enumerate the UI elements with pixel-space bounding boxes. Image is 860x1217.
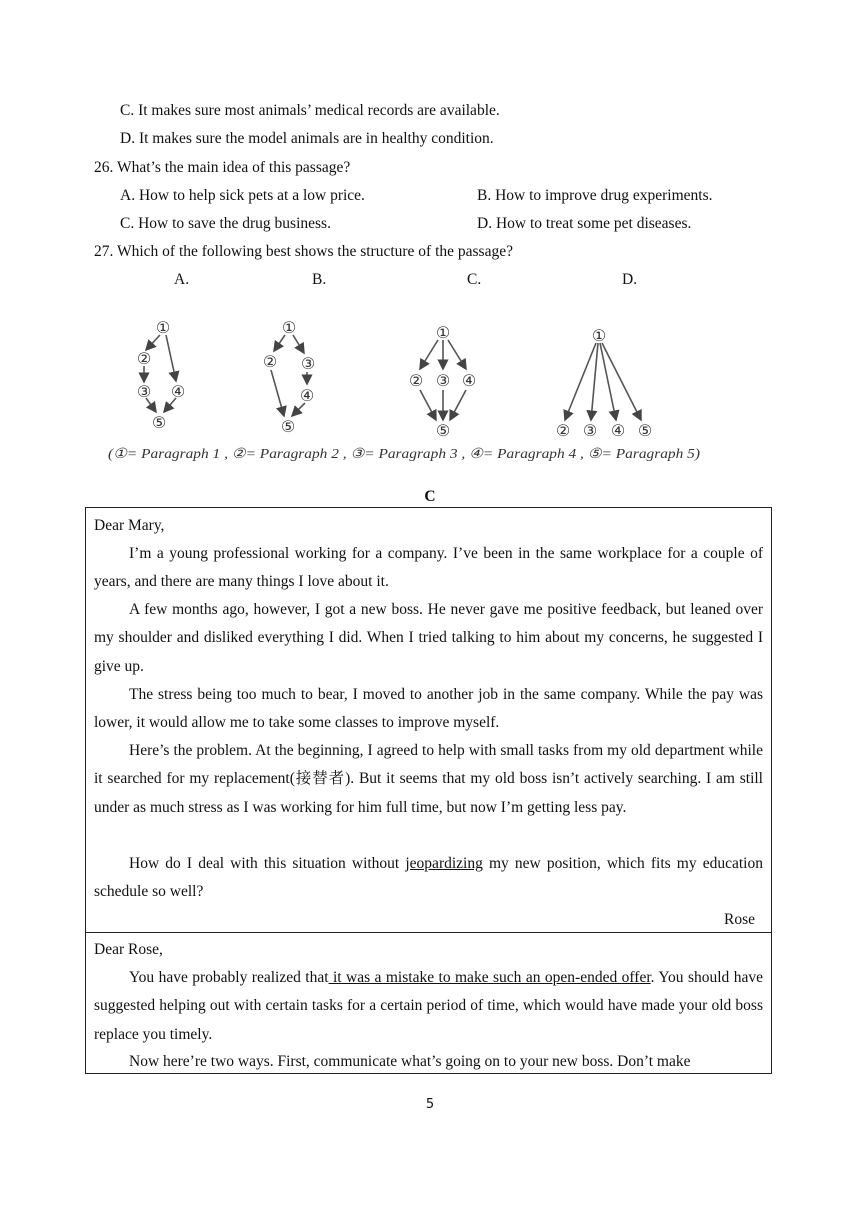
section-c-title: C — [424, 488, 436, 505]
diagram-b-arrow — [274, 335, 285, 351]
diagram-c-node-2: ② — [408, 371, 424, 390]
diagram-legend: (①= Paragraph 1 , ②= Paragraph 2 , ③= Paragraph 3 , ④= Paragraph 4 , ⑤= Paragraph 5) — [108, 447, 701, 462]
diagram-c-arrow — [448, 340, 466, 369]
jeopardizing-underlined: jeopardizing — [405, 855, 483, 872]
diagram-a-node-1: ① — [155, 318, 171, 337]
diagram-b-node-2: ② — [262, 352, 278, 371]
q27-label-b: B. — [312, 271, 327, 288]
diagram-d-node-3: ③ — [582, 421, 598, 440]
p5-after: my new position, which fits my education schedule so well? — [94, 855, 763, 901]
diagram-b-arrow — [293, 335, 304, 353]
q26-option-b: B. How to improve drug experiments. — [477, 187, 713, 204]
letter1-paragraph-4: Here’s the problem. At the beginning, I agreed to help with small tasks from my old department while it searched for my replacement(接替者). But it seems that my old boss isn’t actively searching. I am still under as much stress as I was working for him full time, but now I’m getting less pay. — [94, 742, 763, 816]
diagram-b-arrow — [271, 370, 284, 416]
diagram-a-node-4: ④ — [170, 382, 186, 401]
q27-stem: 27. Which of the following best shows the structure of the passage? — [94, 243, 513, 260]
diagram-b-node-3: ③ — [300, 354, 316, 373]
q26-option-c: C. How to save the drug business. — [120, 215, 331, 232]
q26-option-a: A. How to help sick pets at a low price. — [120, 187, 365, 204]
letter1-paragraph-2: A few months ago, however, I got a new boss. He never gave me positive feedback, but leaned over my shoulder and disliked everything I did. When I tried talking to him about my concerns, he suggested I give up. — [94, 601, 763, 675]
structure-diagrams-image — [108, 298, 708, 480]
diagram-a-node-2: ② — [136, 349, 152, 368]
diagram-d-node-4: ④ — [610, 421, 626, 440]
letter1-paragraph-5 — [94, 850, 763, 907]
diagram-c-arrow — [420, 390, 436, 420]
q27-label-d: D. — [622, 271, 638, 288]
diagram-a-node-5: ⑤ — [151, 413, 167, 432]
diagram-b-node-1: ① — [281, 318, 297, 337]
diagram-c-node-4: ④ — [461, 371, 477, 390]
letter1-paragraph-1: I’m a young professional working for a company. I’ve been in the same workplace for a couple of years, and there are many things I love about it. — [94, 545, 763, 591]
diagram-b-node-4: ④ — [299, 386, 315, 405]
open-ended-offer-underlined: it was a mistake to make such an open-ended offer — [328, 969, 651, 986]
diagram-a-arrow — [166, 335, 176, 381]
letter1-paragraph-3: The stress being too much to bear, I moved to another job in the same company. While the pay was lower, it would allow me to take some classes to improve myself. — [94, 686, 763, 732]
q27-label-a: A. — [174, 271, 190, 288]
letter-to-mary — [85, 507, 772, 933]
diagram-c-node-1: ① — [435, 323, 451, 342]
letter1-salutation: Dear Mary, — [94, 517, 165, 534]
diagram-b-node-5: ⑤ — [280, 417, 296, 436]
diagram-c-arrow — [420, 340, 438, 369]
diagram-d-node-5: ⑤ — [637, 421, 653, 440]
diagram-c-node-3: ③ — [435, 371, 451, 390]
q26-stem: 26. What’s the main idea of this passage? — [94, 159, 351, 176]
letter1-signature: Rose — [724, 911, 755, 928]
diagram-a-node-3: ③ — [136, 382, 152, 401]
q25-option-d: D. It makes sure the model animals are in healthy condition. — [120, 130, 494, 147]
q26-option-d: D. How to treat some pet diseases. — [477, 215, 692, 232]
diagram-d-node-1: ① — [591, 326, 607, 345]
l2p1-before: You have probably realized that — [129, 969, 329, 986]
diagram-a-arrow — [146, 335, 160, 350]
letter-to-rose — [85, 932, 772, 1074]
diagram-d-node-2: ② — [555, 421, 571, 440]
diagram-c-arrow — [450, 390, 466, 420]
q25-option-c: C. It makes sure most animals’ medical records are available. — [120, 102, 500, 119]
diagram-c-node-5: ⑤ — [435, 421, 451, 440]
l2p1-after: . You should have suggested helping out with certain tasks for a certain period of time, which would have made your old boss replace you timely. — [94, 969, 763, 1043]
p5-before: How do I deal with this situation without — [129, 855, 406, 872]
letter2-paragraph-2: Now here’re two ways. First, communicate what’s going on to your new boss. Don’t make — [129, 1053, 691, 1070]
letter2-salutation: Dear Rose, — [94, 941, 163, 958]
q27-label-c: C. — [467, 271, 482, 288]
letter2-paragraph-1 — [94, 964, 763, 1049]
page-number: 5 — [425, 1097, 435, 1112]
